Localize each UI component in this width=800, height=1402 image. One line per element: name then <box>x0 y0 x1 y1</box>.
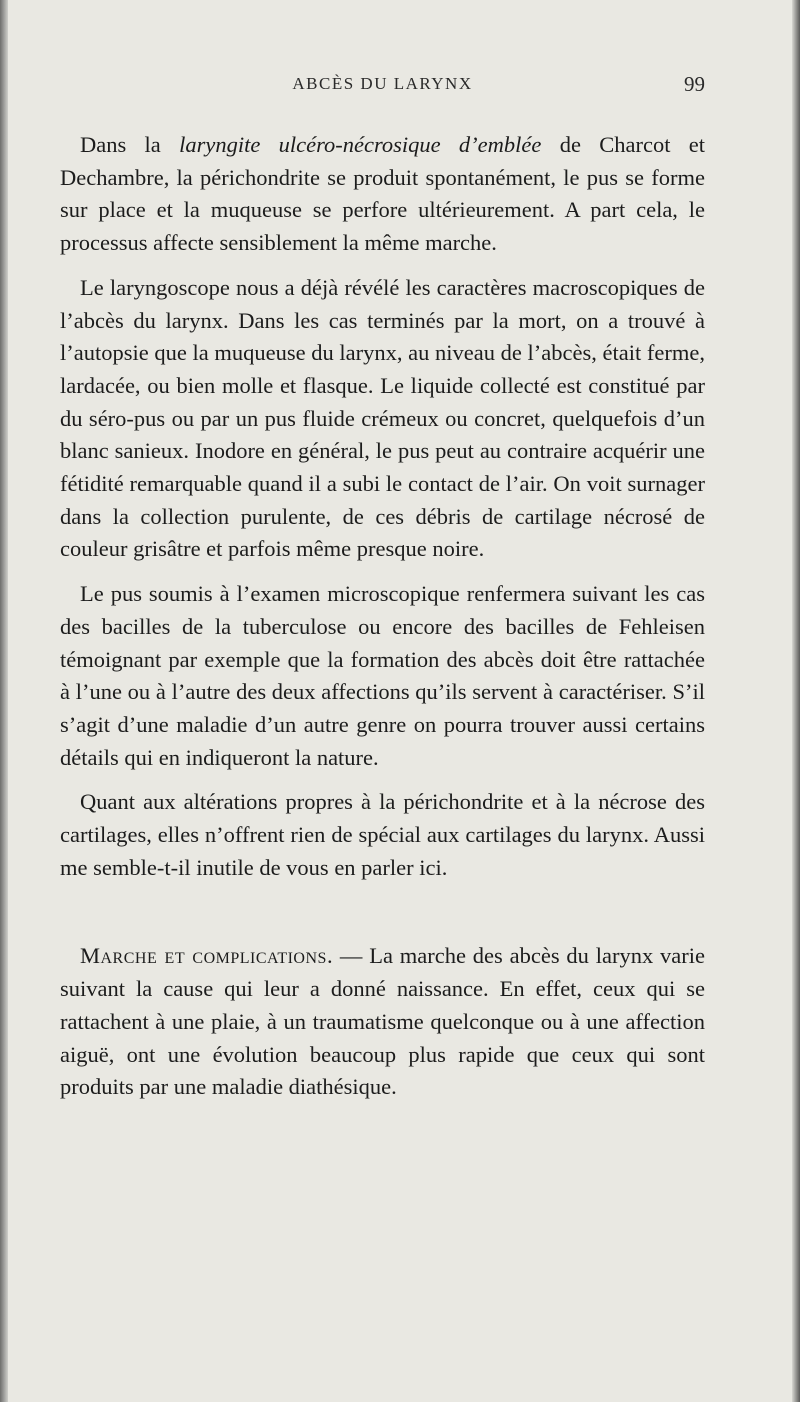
body-text <box>60 129 705 1116</box>
paragraph-1 <box>60 129 705 260</box>
paragraph-1-italic-term: laryngite ulcéro-nécrosique d’emblée <box>179 132 542 157</box>
paragraph-1-lead: Dans la <box>80 132 180 157</box>
paragraph-1-rest: de Charcot et Dechambre, la périchondrite se produit spontanément, le pus se forme sur place et la muqueuse se perfore ultérieurement. A part cela, le processus affecte sensiblement la même marche. <box>60 132 705 256</box>
section-heading: Marche et complications. <box>80 943 334 969</box>
paragraph-4: Quant aux altérations propres à la périchondrite et à la nécrose des cartilages, elles n’offrent rien de spécial aux cartilages du larynx. Aussi me semble-t-il inutile de vous en parler ici. <box>60 789 705 880</box>
paragraph-2: Le laryngoscope nous a déjà révélé les caractères macroscopiques de l’abcès du larynx. Dans les cas terminés par la mort, on a trouvé à l’autopsie que la muqueuse du larynx, au niveau de l’abcès, était ferme, lardacée, ou bien molle et flasque. Le liquide collecté est constitué par du séro-pus ou par un pus fluide crémeux ou concret, quelquefois d’un blanc sanieux. Inodore en général, le pus peut au contraire acquérir une fétidité remarquable quand il a subi le contact de l’air. On voit surnager dans la collection purulente, de ces débris de cartilage nécrosé de couleur grisâtre et parfois même presque noire. <box>60 274 705 562</box>
paragraph-5-rest: — La marche des abcès du larynx varie suivant la cause qui leur a donné naissance. En effet, ceux qui se rattachent à une plaie, à un traumatisme quelconque ou à une affection aiguë, ont une évolution beaucoup plus rapide que ceux qui sont produits par une maladie diathésique. <box>60 943 706 1100</box>
paragraph-3: Le pus soumis à l’examen microscopique renfermera suivant les cas des bacilles de la tuberculose ou encore des bacilles de Fehleisen témoignant par exemple que la formation des abcès doit être rattachée à l’une ou à l’autre des deux affections qu’ils servent à caractériser. S’il s’agit d’une maladie d’un autre genre on pourra trouver aussi certains détails qui en indiqueront la nature. <box>60 581 705 770</box>
page-edge-right <box>792 0 800 1402</box>
page-edge-left <box>0 0 8 1402</box>
page-number: 99 <box>684 72 705 96</box>
paragraph-5 <box>60 940 705 1104</box>
running-title: ABCÈS DU LARYNX <box>292 74 473 93</box>
page-header <box>60 74 705 104</box>
